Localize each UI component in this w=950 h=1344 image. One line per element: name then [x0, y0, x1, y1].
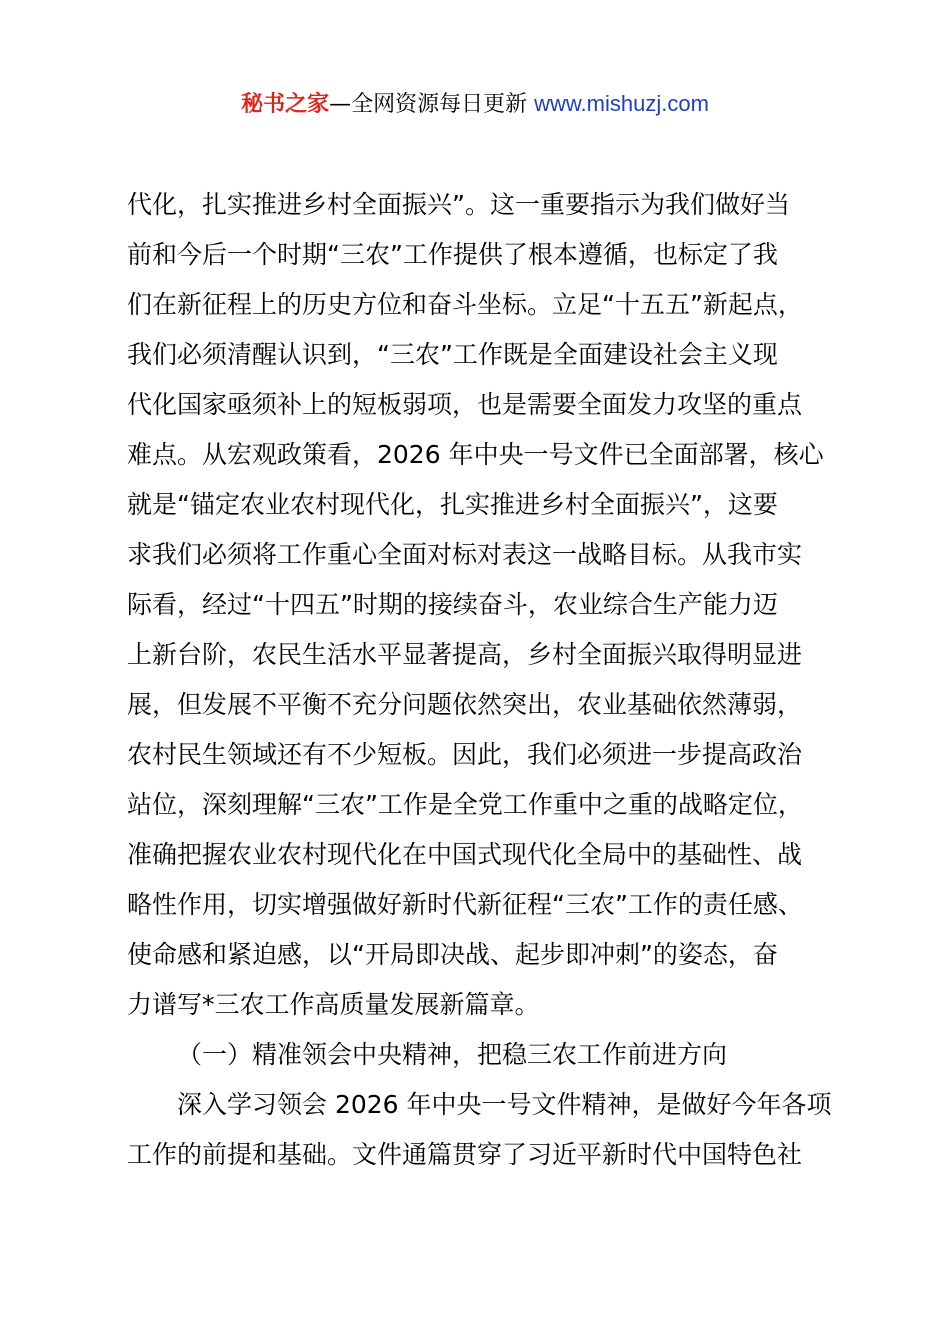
text-line: 上新台阶，农民生活水平显著提高，乡村全面振兴取得明显进 [127, 640, 803, 669]
text-line: 站位，深刻理解“三农”工作是全党工作重中之重的战略定位， [127, 790, 803, 819]
text-line: 前和今后一个时期“三农”工作提供了根本遵循，也标定了我 [127, 240, 778, 269]
text-line: 展，但发展不平衡不充分问题依然突出，农业基础依然薄弱， [127, 690, 803, 719]
text-line: 工作的前提和基础。文件通篇贯穿了习近平新时代中国特色社 [127, 1140, 803, 1169]
text-line: 代化国家亟须补上的短板弱项，也是需要全面发力攻坚的重点 [127, 390, 803, 419]
section-heading: （一）精准领会中央精神，把稳三农工作前进方向 [177, 1040, 728, 1069]
text-line: 们在新征程上的历史方位和奋斗坐标。立足“十五五”新起点， [127, 290, 803, 319]
text-line: 准确把握农业农村现代化在中国式现代化全局中的基础性、战 [127, 840, 803, 869]
text-line: 代化，扎实推进乡村全面振兴”。这一重要指示为我们做好当 [127, 190, 790, 219]
document-body [127, 180, 837, 1180]
text-line: 就是“锚定农业农村现代化，扎实推进乡村全面振兴”，这要 [127, 490, 778, 519]
text-line: 农村民生领域还有不少短板。因此，我们必须进一步提高政治 [127, 740, 803, 769]
site-link[interactable]: www.mishuzj.com [534, 91, 709, 116]
text-line: 力谱写*三农工作高质量发展新篇章。 [127, 990, 540, 1019]
text-line: 使命感和紧迫感，以“开局即决战、起步即冲刺”的姿态，奋 [127, 940, 778, 969]
text-line: 略性作用，切实增强做好新时代新征程“三农”工作的责任感、 [127, 890, 803, 919]
page-header [0, 88, 950, 121]
text-line: 难点。从宏观政策看，2026 年中央一号文件已全面部署，核心 [127, 440, 824, 469]
text-line: 深入学习领会 2026 年中央一号文件精神，是做好今年各项 [177, 1090, 832, 1119]
text-line: 求我们必须将工作重心全面对标对表这一战略目标。从我市实 [127, 540, 803, 569]
header-slogan: —全网资源每日更新 [329, 92, 528, 117]
text-line: 我们必须清醒认识到，“三农”工作既是全面建设社会主义现 [127, 340, 778, 369]
brand-name: 秘书之家 [241, 92, 330, 117]
text-line: 际看，经过“十四五”时期的接续奋斗，农业综合生产能力迈 [127, 590, 778, 619]
